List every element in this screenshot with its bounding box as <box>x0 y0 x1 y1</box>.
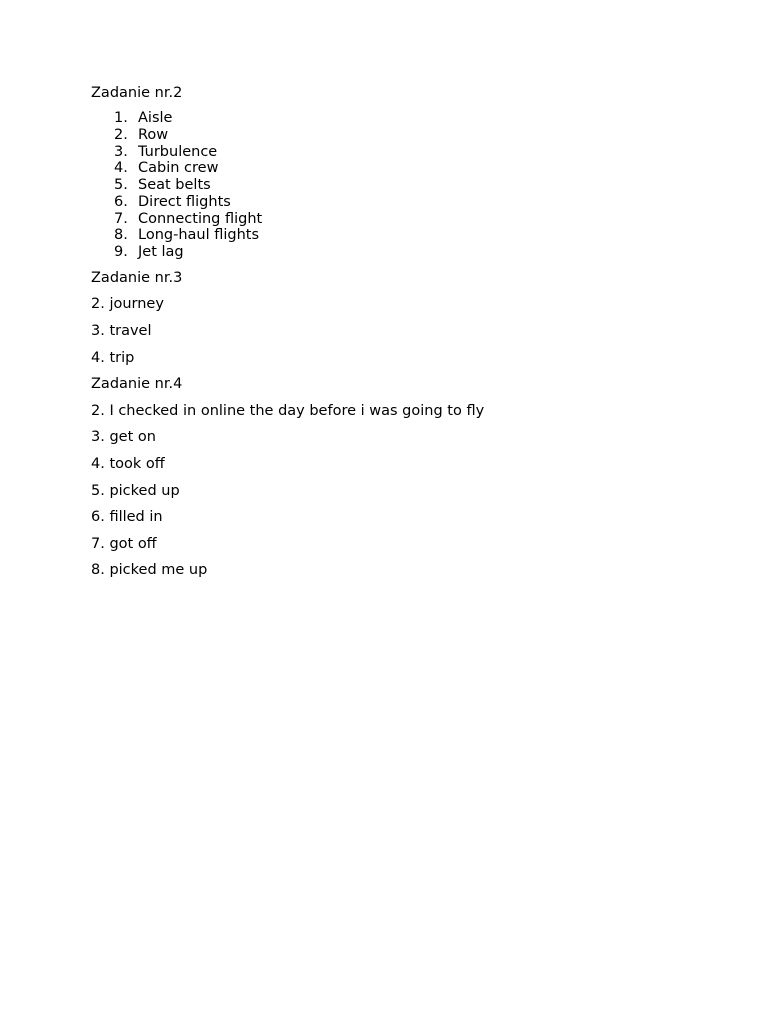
section-heading-3: Zadanie nr.3 <box>91 269 183 286</box>
list-text: Direct flights <box>138 193 231 210</box>
answer-line: 2. journey <box>91 296 164 313</box>
list-number: 6. <box>114 193 128 210</box>
list-text: Turbulence <box>138 143 218 160</box>
section-heading-4: Zadanie nr.4 <box>91 376 183 393</box>
list-item <box>91 244 691 261</box>
vocabulary-list <box>91 110 691 261</box>
list-item <box>91 110 691 127</box>
list-text: Connecting flight <box>138 210 263 227</box>
list-item <box>91 211 691 228</box>
answer-line: 6. filled in <box>91 509 163 526</box>
list-number: 4. <box>114 160 128 177</box>
answer-line: 3. get on <box>91 429 156 446</box>
list-item <box>91 127 691 144</box>
answer-line: 3. travel <box>91 322 152 339</box>
list-text: Seat belts <box>138 177 211 193</box>
answer-line: 8. picked me up <box>91 562 208 579</box>
list-number: 2. <box>114 126 128 143</box>
list-item <box>91 144 691 161</box>
list-number: 5. <box>114 177 128 193</box>
list-item <box>91 194 691 211</box>
list-number: 7. <box>114 210 128 227</box>
section-heading-2: Zadanie nr.2 <box>91 85 183 101</box>
list-text: Jet lag <box>138 244 184 260</box>
list-text: Aisle <box>138 110 173 126</box>
list-text: Long-haul flights <box>138 227 260 244</box>
list-number: 8. <box>114 227 128 244</box>
answer-line: 2. I checked in online the day before i was going to fly <box>91 402 485 419</box>
answer-line: 7. got off <box>91 535 157 552</box>
list-item <box>91 160 691 177</box>
list-text: Row <box>138 126 169 143</box>
list-text: Cabin crew <box>138 160 219 177</box>
list-number: 1. <box>114 110 128 126</box>
answer-line: 4. took off <box>91 455 165 472</box>
answer-line: 4. trip <box>91 349 135 366</box>
answer-line: 5. picked up <box>91 482 180 499</box>
list-number: 3. <box>114 143 128 160</box>
list-item <box>91 227 691 244</box>
document-page <box>91 84 691 579</box>
list-item <box>91 177 691 194</box>
list-number: 9. <box>114 244 128 260</box>
